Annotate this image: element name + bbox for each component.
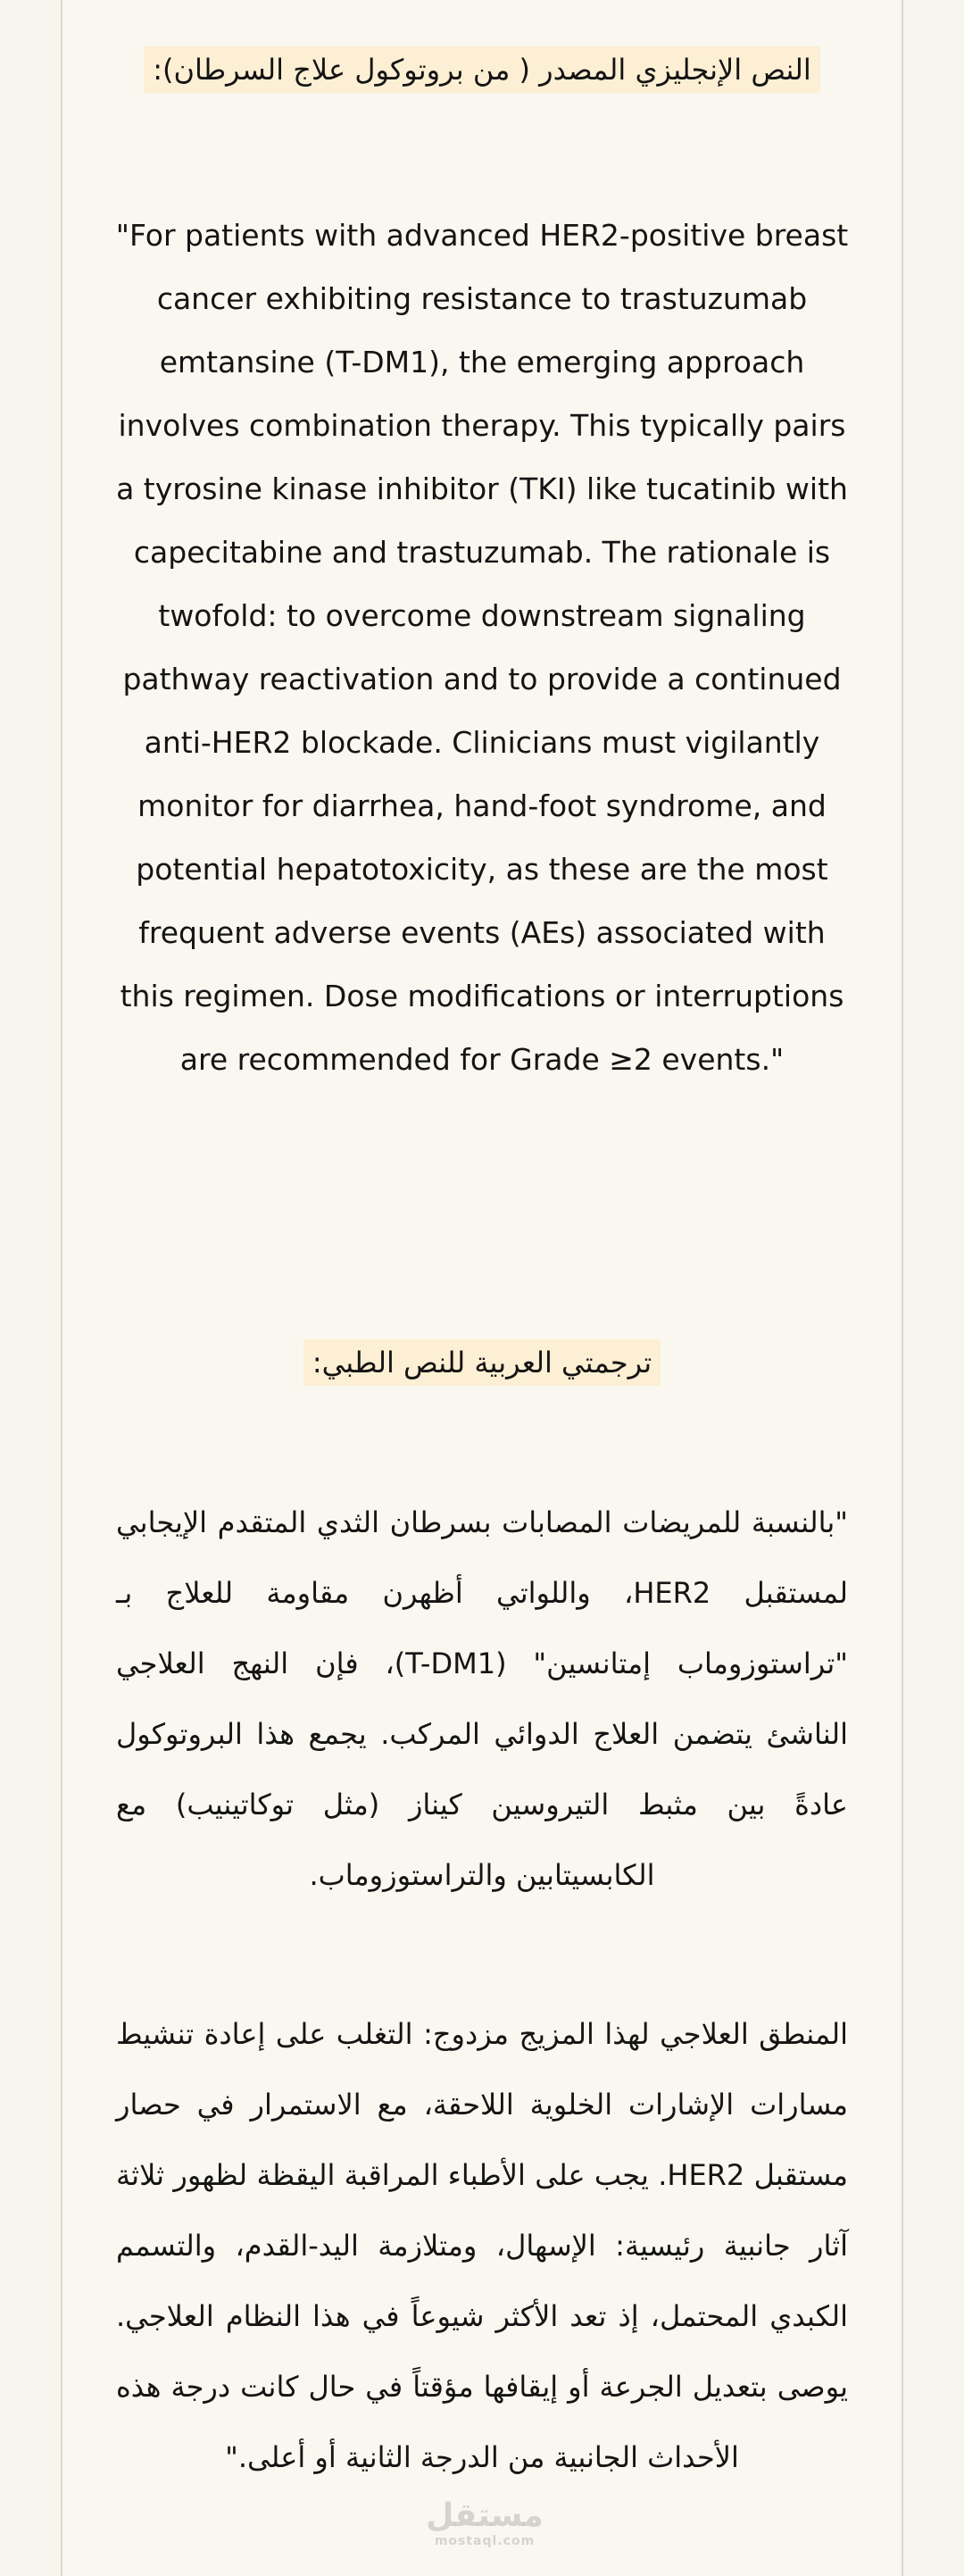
translation-heading: ترجمتي العربية للنص الطبي: [303,1339,661,1386]
arabic-translation-paragraph-2: المنطق العلاجي لهذا المزيج مزدوج: التغلب على إعادة تنشيط مسارات الإشارات الخلوية اللاحقة، مع الاستمرار في حصار مستقبل HER2. يجب على الأطباء المراقبة اليقظة لظهور ثلاثة آثار جانبية رئيسية: الإسهال، ومتلازمة اليد-القدم، والتسمم الكبدي المحتمل، إذ تعد الأكثر شيوعاً في هذا النظام العلاجي. يوصى بتعديل الجرعة أو إيقافها مؤقتاً في حال كانت درجة هذه الأحداث الجانبية من الدرجة الثانية أو أعلى." [116,2017,849,2474]
source-heading-row [0,46,964,93]
watermark [418,2498,552,2548]
watermark-brand: مستقل [426,2497,544,2534]
arabic-translation-paragraph-1: "بالنسبة للمريضات المصابات بسرطان الثدي المتقدم الإيجابي لمستقبل HER2، واللواتي أظهرن مقاومة للعلاج بـ "تراستوزوماب إمتانسين" (T-DM1)، فإن النهج العلاجي الناشئ يتضمن العلاج الدوائي المركب. يجمع هذا البروتوكول عادةً بين مثبط التيروسين كيناز (مثل توكاتينيب) مع الكابسيتابين والتراستوزوماب. [116,1505,849,1892]
english-source-text: "For patients with advanced HER2-positive breast cancer exhibiting resistance to trastuzumab emtansine (T-DM1), the emerging approach involves combination therapy. This typically pairs a tyrosine kinase inhibitor (TKI) like tucatinib with capecitabine and trastuzumab. The rationale is twofold: to overcome downstream signaling pathway reactivation and to provide a continued anti-HER2 blockade. Clinicians must vigilantly monitor for diarrhea, hand-foot syndrome, and potential hepatotoxicity, as these are the most frequent adverse events (AEs) associated with this regimen. Dose modifications or interruptions are recommended for Grade ≥2 events." [115,218,849,1077]
watermark-domain: mostaql.com [434,2534,536,2548]
source-heading: النص الإنجليزي المصدر ( من بروتوكول علاج السرطان): [144,46,820,93]
translation-heading-row [0,1339,964,1386]
